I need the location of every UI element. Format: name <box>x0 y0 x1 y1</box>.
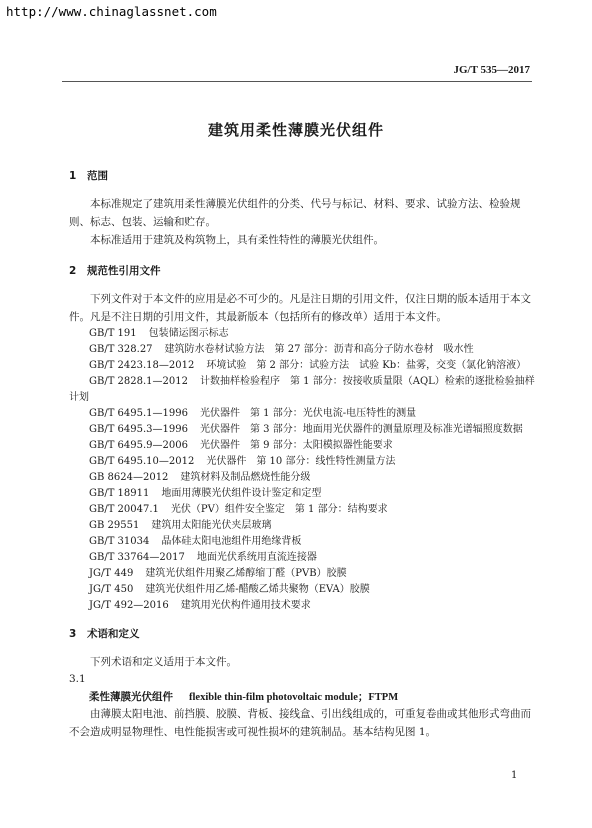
references-intro: 下列文件对于本文件的应用是必不可少的。凡是注日期的引用文件，仅注日期的版本适用于本文件。凡是不注日期的引用文件，其最新版本（包括所有的修改单）适用于本文件。 <box>69 293 531 323</box>
reference-item <box>89 500 388 515</box>
reference-item <box>89 484 321 499</box>
reference-code: GB 8624—2012 <box>89 472 169 483</box>
header-divider <box>62 81 532 82</box>
reference-code: GB/T 2423.18—2012 <box>89 360 195 371</box>
site-url[interactable]: http://www.chinaglassnet.com <box>6 4 217 19</box>
reference-code: JG/T 492—2016 <box>89 600 169 611</box>
reference-item <box>89 580 370 595</box>
reference-code: GB/T 6495.9—2006 <box>89 440 188 451</box>
reference-code: GB/T 6495.10—2012 <box>89 456 195 467</box>
reference-title: 包装储运图示标志 <box>148 328 229 339</box>
reference-continuation: 计划 <box>69 392 89 403</box>
reference-title: 地面用薄膜光伏组件设计鉴定和定型 <box>161 488 322 499</box>
reference-code: GB/T 6495.3—1996 <box>89 424 188 435</box>
reference-title: 光伏器件 第 1 部分：光伏电流-电压特性的测量 <box>200 408 417 419</box>
scope-paragraph-2: 本标准适用于建筑及构筑物上，具有柔性特性的薄膜光伏组件。 <box>90 234 384 246</box>
definition-number: 3.1 <box>69 673 86 685</box>
page-number: 1 <box>511 770 518 781</box>
reference-title: 建筑材料及制品燃烧性能分级 <box>180 472 311 483</box>
reference-item <box>89 420 523 435</box>
section-title: 术语和定义 <box>87 628 140 640</box>
terms-intro: 下列术语和定义适用于本文件。 <box>90 656 237 668</box>
document-title: 建筑用柔性薄膜光伏组件 <box>207 121 384 139</box>
term-chinese: 柔性薄膜光伏组件 <box>89 691 173 703</box>
reference-title: 建筑防水卷材试验方法 第 27 部分：沥青和高分子防水卷材 吸水性 <box>164 344 474 355</box>
reference-item <box>89 324 229 339</box>
reference-title: 建筑光伏组件用聚乙烯醇缩丁醛（PVB）胶膜 <box>145 568 347 579</box>
reference-item <box>89 372 535 387</box>
section-title: 规范性引用文件 <box>87 265 161 277</box>
reference-item <box>89 564 347 579</box>
section-2-heading <box>69 263 161 278</box>
reference-item <box>89 516 271 531</box>
reference-title: 环境试验 第 2 部分：试验方法 试验 Kb：盐雾，交变（氯化钠溶液） <box>206 360 527 371</box>
section-title: 范围 <box>87 170 108 182</box>
reference-code: GB/T 20047.1 <box>89 504 159 515</box>
reference-code: JG/T 449 <box>89 568 134 579</box>
term-entry <box>89 689 398 704</box>
term-definition: 由薄膜太阳电池、前挡膜、胶膜、背板、接线盒、引出线组成的，可重复卷曲或其他形式弯曲而不会造成明显物理性、电性能损害或可视性损坏的建筑制品。基本结构见图 1。 <box>69 708 531 738</box>
reference-item <box>89 468 310 483</box>
reference-code: GB/T 191 <box>89 328 137 339</box>
reference-title: 光伏器件 第 9 部分：太阳模拟器性能要求 <box>200 440 393 451</box>
section-number: 1 <box>69 170 77 182</box>
reference-item <box>89 340 474 355</box>
reference-item <box>89 532 301 547</box>
reference-item <box>89 436 393 451</box>
reference-code: GB/T 328.27 <box>89 344 153 355</box>
reference-title: 光伏（PV）组件安全鉴定 第 1 部分：结构要求 <box>170 504 388 515</box>
reference-code: GB/T 18911 <box>89 488 150 499</box>
reference-title: 建筑用光伏构件通用技术要求 <box>180 600 311 611</box>
reference-title: 晶体硅太阳电池组件用绝缘背板 <box>161 536 302 547</box>
reference-title: 地面光伏系统用直流连接器 <box>196 552 317 563</box>
reference-code: GB/T 2828.1—2012 <box>89 376 188 387</box>
reference-title: 建筑用太阳能光伏夹层玻璃 <box>151 520 272 531</box>
reference-title: 计数抽样检验程序 第 1 部分：按接收质量限（AQL）检索的逐批检验抽样 <box>200 376 535 387</box>
reference-code: GB/T 6495.1—1996 <box>89 408 188 419</box>
standard-code: JG/T 535—2017 <box>453 64 530 76</box>
reference-title: 光伏器件 第 10 部分：线性特性测量方法 <box>206 456 396 467</box>
scope-paragraph-1: 本标准规定了建筑用柔性薄膜光伏组件的分类、代号与标记、材料、要求、试验方法、检验规则、标志、包装、运输和贮存。 <box>69 198 521 228</box>
reference-title: 建筑光伏组件用乙烯-醋酸乙烯共聚物（EVA）胶膜 <box>145 584 370 595</box>
reference-code: JG/T 450 <box>89 584 134 595</box>
reference-code: GB/T 33764—2017 <box>89 552 185 563</box>
reference-title: 光伏器件 第 3 部分：地面用光伏器件的测量原理及标准光谱辐照度数据 <box>200 424 523 435</box>
section-3-heading <box>69 626 140 641</box>
reference-item <box>89 452 395 467</box>
reference-item <box>89 596 311 611</box>
reference-item <box>89 404 416 419</box>
reference-code: GB/T 31034 <box>89 536 150 547</box>
reference-item <box>89 548 317 563</box>
section-1-heading <box>69 168 108 183</box>
section-number: 3 <box>69 628 77 640</box>
reference-code: GB 29551 <box>89 520 140 531</box>
reference-item <box>89 356 526 371</box>
section-number: 2 <box>69 265 77 277</box>
term-english: flexible thin-film photovoltaic module；FTPM <box>189 692 399 703</box>
